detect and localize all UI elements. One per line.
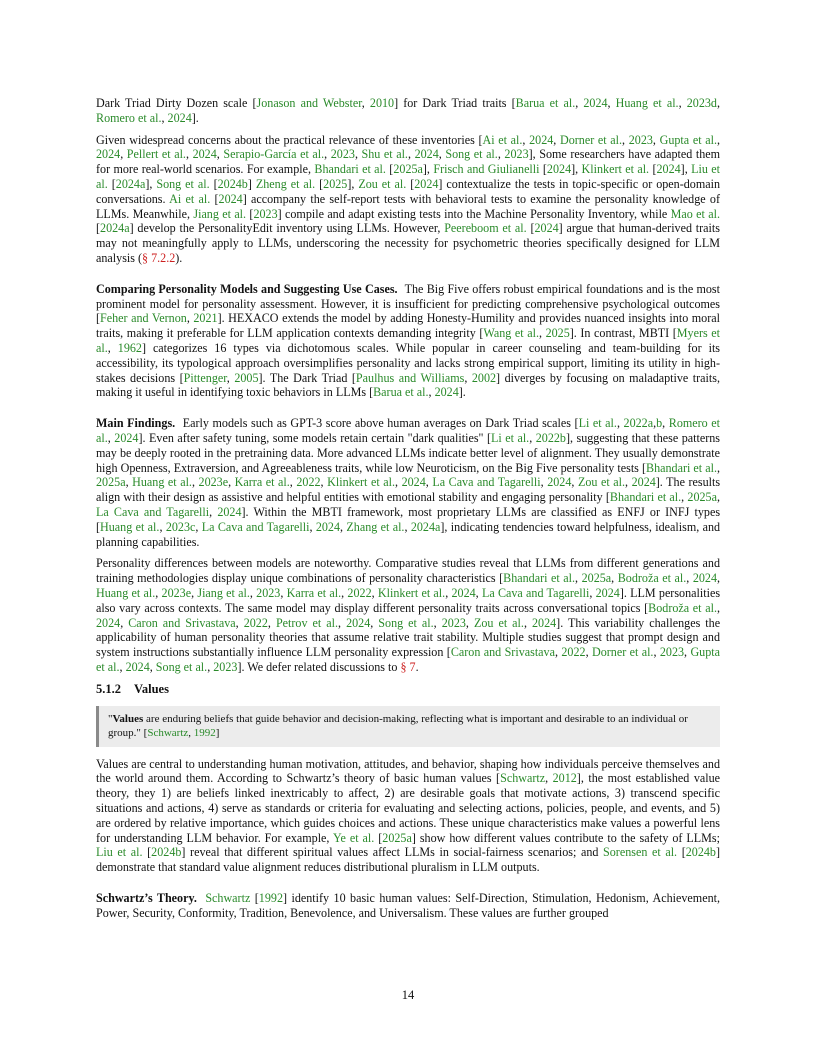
section-reference-link[interactable]: § 7 [400,659,416,674]
citation-link[interactable]: Ai et al. [169,191,211,206]
citation-link[interactable]: Barua et al. [373,385,429,400]
citation-link[interactable]: Shu et al. [361,147,408,162]
citation-link[interactable]: 2023 [213,659,238,674]
citation-link[interactable]: Jonason and Webster [256,96,362,110]
citation-link[interactable]: 2024 [534,221,559,236]
citation-link[interactable]: Song et al. [155,659,208,674]
citation-link[interactable]: 2022 [243,615,268,630]
citation-link[interactable]: 2021 [193,311,218,326]
citation-link[interactable]: Dorner et al. [591,645,654,660]
paragraph-lead-heading: Main Findings. [96,416,176,431]
citation-link[interactable]: Li et al. [578,416,617,431]
citation-link[interactable]: Bhandari et al. [646,460,717,475]
page-number: 14 [401,988,415,1002]
citation-link[interactable]: Myers et al. [96,326,720,355]
section-heading-values [96,682,720,697]
citation-link[interactable]: 2022a [623,416,654,431]
citation-link[interactable]: 1992 [193,726,216,739]
citation-link[interactable]: 2025 [545,326,570,341]
citation-link[interactable]: Bhandari et al. [503,571,576,586]
citation-link[interactable]: Sorensen et al. [603,845,678,860]
citation-link[interactable]: 2012 [552,771,577,786]
citation-link[interactable]: 2024 [218,191,243,206]
paragraph-inventory-concerns: Given widespread concerns about the practical relevance of these inventories [Ai et al., 2024, Dorner et al., 2023, Gupta et al., 2024, Pellert et al., 2024, Serapio-García et al., 2023, Shu et al., 2024, Song et al., 2023], Some researchers have adapted them for more real-world scenarios. For example, Bhandari et al. [2025a], Frisch and Giulianelli [2024], Klinkert et al. [2024], Liu et al. [2024a], Song et al. [2024b] Zheng et al. [2025], Zou et al. [2024] contextualize the tests in topic-specific or open-domain conversations. Ai et al. [2024] accompany the self-report tests with behavioral tests to examine the personality knowledge of LLMs. Meanwhile, Jiang et al. [2023] compile and adapt existing tests into the Machine Personality Inventory, while Mao et al. [2024a] develop the PersonalityEdit inventory using LLMs. However, Peereboom et al. [2024] argue that human-derived traits may not meaningfully apply to LLMs, underscoring the necessity for psychometric theories specifically designed for LLM analysis (§ 7.2.2). [96,132,721,265]
citation-link[interactable]: Serapio-García et al. [223,147,325,162]
citation-link[interactable]: Zhang et al. [346,519,405,534]
citation-link[interactable]: Romero et al. [96,110,162,125]
citation-link[interactable]: Karra et al. [286,585,342,600]
citation-link[interactable]: Karra et al. [234,475,290,490]
citation-link[interactable]: Paulhus and Williams [355,370,465,385]
citation-link[interactable]: 2024 [631,475,656,490]
citation-link[interactable]: 2025 [323,176,348,191]
citation-link[interactable]: 2024 [414,147,439,162]
citation-link[interactable]: Zou et al. [473,615,524,630]
citation-link[interactable]: 2023 [253,206,278,221]
citation-link[interactable]: 2024 [531,615,557,630]
paragraph-lead-heading: Comparing Personality Models and Suggesting Use Cases. [96,281,398,296]
citation-link[interactable]: Zheng et al. [255,176,316,191]
citation-link[interactable]: 2024 [96,147,121,162]
citation-link[interactable]: 2023d [686,96,717,110]
citation-link[interactable]: Peereboom et al. [444,221,527,236]
citation-link[interactable]: La Cava and Tagarelli [201,519,310,534]
citation-link[interactable]: 2024 [217,504,242,519]
citation-link[interactable]: 2024 [114,430,139,445]
citation-link[interactable]: Barua et al. [515,96,576,110]
citation-link[interactable]: Huang et al. [96,585,156,600]
citation-link[interactable]: 2005 [234,370,259,385]
paragraph-values-intro: Values are central to understanding human motivation, attitudes, and behavior, shaping how individuals perceive themselves and the world around them. According to Schwartz’s theory of basic human values [Schwartz, 2012], the most established value theory, they 1) are beliefs linked inextricably to affect, 2) are desirable goals that motivate actions, 3) transcend specific situations and actions, 4) serve as standards or criteria for evaluating and selecting actions, policies, people, and events, and 5) are ordered by relative importance, which guides choices and actions. These unique characteristics make values a powerful lens for understanding LLM behavior. For example, Ye et al. [2025a] show how different values contribute to the safety of LLMs; Liu et al. [2024b] reveal that different spiritual values affect LLMs in social-fairness scenarios; and Sorensen et al. [2024b] demonstrate that standard value alignment reduces distributional pluralism in LLM outputs. [96,756,721,875]
citation-link[interactable]: Gupta et al. [96,645,721,674]
citation-link[interactable]: 2025a [382,830,412,845]
citation-link[interactable]: Klinkert et al. [327,475,395,490]
citation-link[interactable]: 2023 [330,147,355,162]
citation-link[interactable]: Jiang et al. [197,585,250,600]
section-number: 5.1.2 [96,681,121,696]
citation-link[interactable]: La Cava and Tagarelli [432,475,541,490]
citation-link[interactable]: 2022 [561,645,586,660]
citation-link[interactable]: 1962 [117,340,142,355]
paragraph-lead-heading: Schwartz’s Theory. [96,891,197,906]
citation-link[interactable]: Bodroža et al. [648,600,717,615]
citation-link[interactable]: 2024 [346,615,371,630]
citation-link[interactable]: 2025a [581,571,612,586]
paragraph-main-findings: Main Findings. Early models such as GPT-3 score above human averages on Dark Triad scales [Li et al., 2022a,b, Romero et al., 2024]. Even after safety tuning, some models retain certain "dark qualities" [Li et al., 2022b], suggesting that these patterns may be deeply rooted in the pretraining data. More advanced LLMs indicate better level of alignment. They usually demonstrate high Openness, Extraversion, and Agreeableness traits, while low Neuroticism, on the Big Five personality tests [Bhandari et al., 2025a, Huang et al., 2023e, Karra et al., 2022, Klinkert et al., 2024, La Cava and Tagarelli, 2024, Zou et al., 2024]. The results align with their design as assistive and helpful entities with emotional stability and engaging personality [Bhandari et al., 2025a, La Cava and Tagarelli, 2024]. Within the MBTI framework, most proprietary LLMs are classified as ENFJ or INFJ types [Huang et al., 2023c, La Cava and Tagarelli, 2024, Zhang et al., 2024a], indicating tendencies toward helpfulness, idealism, and planning capabilities. [96,416,721,549]
citation-link[interactable]: 2025a [393,162,423,177]
citation-link[interactable]: 2024 [401,475,426,490]
citation-link[interactable]: 2024 [125,659,150,674]
citation-link[interactable]: 1992 [258,891,283,906]
citation-link[interactable]: Song et al. [378,615,434,630]
paragraph-dark-triad-scale: Dark Triad Dirty Dozen scale [Jonason and Webster, 2010] for Dark Triad traits [Barua et al., 2024, Huang et al., 2023d, Romero et al., 2024]. [96,96,720,125]
citation-link[interactable]: La Cava and Tagarelli [481,585,590,600]
citation-link[interactable]: 2023e [161,585,192,600]
citation-link[interactable]: Caron and Srivastava [128,615,236,630]
citation-link[interactable]: 2023c [165,519,196,534]
citation-link[interactable]: 2023 [628,132,653,147]
citation-link[interactable]: Romero et al. [96,416,721,445]
section-title: Values [134,681,169,696]
citation-link[interactable]: Schwartz [500,771,546,786]
citation-link[interactable]: Song et al. [156,176,210,191]
citation-link[interactable]: Petrov et al. [275,615,339,630]
citation-link[interactable]: 2024 [192,147,217,162]
citation-link[interactable]: b [656,416,663,431]
citation-link[interactable]: 2024b [151,845,182,860]
definition-quote-box: "Values are enduring beliefs that guide behavior and decision-making, reflecting what is important and desirable to an individual or group." [Schwartz, 1992] [96,706,720,747]
citation-link[interactable]: 2024b [217,176,248,191]
citation-link[interactable]: 2010 [369,96,395,110]
citation-link[interactable]: 2023 [504,147,529,162]
citation-link[interactable]: 2022b [535,430,566,445]
citation-link[interactable]: Wang et al. [483,326,539,341]
citation-link[interactable]: Liu et al. [96,845,143,860]
citation-link[interactable]: Bhandari et al. [314,162,386,177]
citation-link[interactable]: 2024 [583,96,608,110]
citation-link[interactable]: Ai et al. [482,132,523,147]
citation-link[interactable]: 2024 [547,475,572,490]
citation-link[interactable]: 2024a [410,519,441,534]
citation-link[interactable]: Jiang et al. [193,206,247,221]
citation-link[interactable]: Bhandari et al. [609,490,682,505]
paper-page [96,96,720,928]
citation-link[interactable]: Liu et al. [96,162,721,191]
citation-link[interactable]: 2024a [115,176,146,191]
paragraph-comparing-models: Comparing Personality Models and Suggesting Use Cases. The Big Five offers robust empirical foundations and is the most prominent model for personality assessment. However, it is insufficient for predicting comprehensive psychological outcomes [Feher and Vernon, 2021]. HEXACO extends the model by adding Honesty-Humility and provides nuanced insights into moral traits, making it preferable for LLM application contexts demanding integrity [Wang et al., 2025]. In contrast, MBTI [Myers et al., 1962] categorizes 16 types via dichotomous scales. While popular in career counseling and team-building for its accessibility, its typological approach oversimplifies personality and lacks strong empirical support, limiting its utility in high-stakes decisions [Pittenger, 2005]. The Dark Triad [Paulhus and Williams, 2002] diverges by focusing on maladaptive traits, making it useful in identifying toxic behaviors in LLMs [Barua et al., 2024]. [96,281,721,400]
citation-link[interactable]: Klinkert et al. [377,585,446,600]
citation-link[interactable]: 2023 [659,645,685,660]
citation-link[interactable]: 2024b [685,845,716,860]
bold-term: Values [112,712,144,725]
citation-link[interactable]: 2024 [414,176,439,191]
citation-link[interactable]: Caron and Srivastava [450,645,555,660]
citation-link[interactable]: 2002 [471,370,497,385]
citation-link[interactable]: 2024 [595,585,620,600]
citation-link[interactable]: 2025a [687,490,717,505]
citation-link[interactable]: Zou et al. [577,475,626,490]
citation-link[interactable]: Feher and Vernon [100,311,187,326]
citation-link[interactable]: Zou et al. [358,176,407,191]
citation-link[interactable]: 2024 [451,585,476,600]
citation-link[interactable]: Huang et al. [132,475,192,490]
citation-link[interactable]: Klinkert et al. [581,162,650,177]
paragraph-schwartz-theory: Schwartz’s Theory. Schwartz [1992] identify 10 basic human values: Self-Direction, Stimulation, Hedonism, Achievement, Power, Security, Conformity, Tradition, Benevolence, and Universalism. These values are further grouped [96,891,720,920]
citation-link[interactable]: 2023e [198,475,229,490]
citation-link[interactable]: 2024 [692,571,717,586]
citation-link[interactable]: Huang et al. [615,96,679,110]
citation-link[interactable]: Ye et al. [332,830,375,845]
citation-link[interactable]: Gupta et al. [659,132,717,147]
citation-link[interactable]: Pittenger [183,370,227,385]
citation-link[interactable]: 2022 [296,475,321,490]
citation-link[interactable]: Huang et al. [100,519,160,534]
citation-link[interactable]: Schwartz [147,726,189,739]
citation-link[interactable]: Dorner et al. [559,132,623,147]
citation-link[interactable]: Schwartz [205,891,251,906]
citation-link[interactable]: 2024 [656,162,681,177]
citation-link[interactable]: 2024a [100,221,130,236]
paragraph-personality-differences: Personality differences between models are noteworthy. Comparative studies reveal that LLMs from different generations and training methodologies display unique combinations of personality characteristics [Bhandari et al., 2025a, Bodroža et al., 2024, Huang et al., 2023e, Jiang et al., 2023, Karra et al., 2022, Klinkert et al., 2024, La Cava and Tagarelli, 2024]. LLM personalities also vary across contexts. The same model may display different personality traits across conversational topics [Bodroža et al., 2024, Caron and Srivastava, 2022, Petrov et al., 2024, Song et al., 2023, Zou et al., 2024]. This variability challenges the applicability of human personality theories that assume relative trait stability. Multiple studies suggest that prompt design and system instructions substantially influence LLM personality expression [Caron and Srivastava, 2022, Dorner et al., 2023, Gupta et al., 2024, Song et al., 2023]. We defer related discussions to § 7. [96,556,721,674]
citation-link[interactable]: 2025a [96,475,126,490]
citation-link[interactable]: Pellert et al. [126,147,186,162]
section-reference-link[interactable]: § 7.2.2 [142,250,176,265]
citation-link[interactable]: 2024 [546,162,572,177]
citation-link[interactable]: Frisch and Giulianelli [433,162,540,177]
citation-link[interactable]: 2024 [434,385,459,400]
citation-link[interactable]: 2023 [441,615,466,630]
citation-link[interactable]: 2022 [347,585,372,600]
citation-link[interactable]: 2024 [315,519,341,534]
citation-link[interactable]: 2024 [167,110,192,125]
citation-link[interactable]: 2024 [96,615,121,630]
citation-link[interactable]: Li et al. [491,430,530,445]
citation-link[interactable]: 2024 [529,132,554,147]
citation-link[interactable]: Song et al. [445,147,498,162]
citation-link[interactable]: Bodroža et al. [617,571,687,586]
citation-link[interactable]: La Cava and Tagarelli [96,504,210,519]
citation-link[interactable]: Mao et al. [670,206,720,221]
citation-link[interactable]: 2023 [256,585,281,600]
